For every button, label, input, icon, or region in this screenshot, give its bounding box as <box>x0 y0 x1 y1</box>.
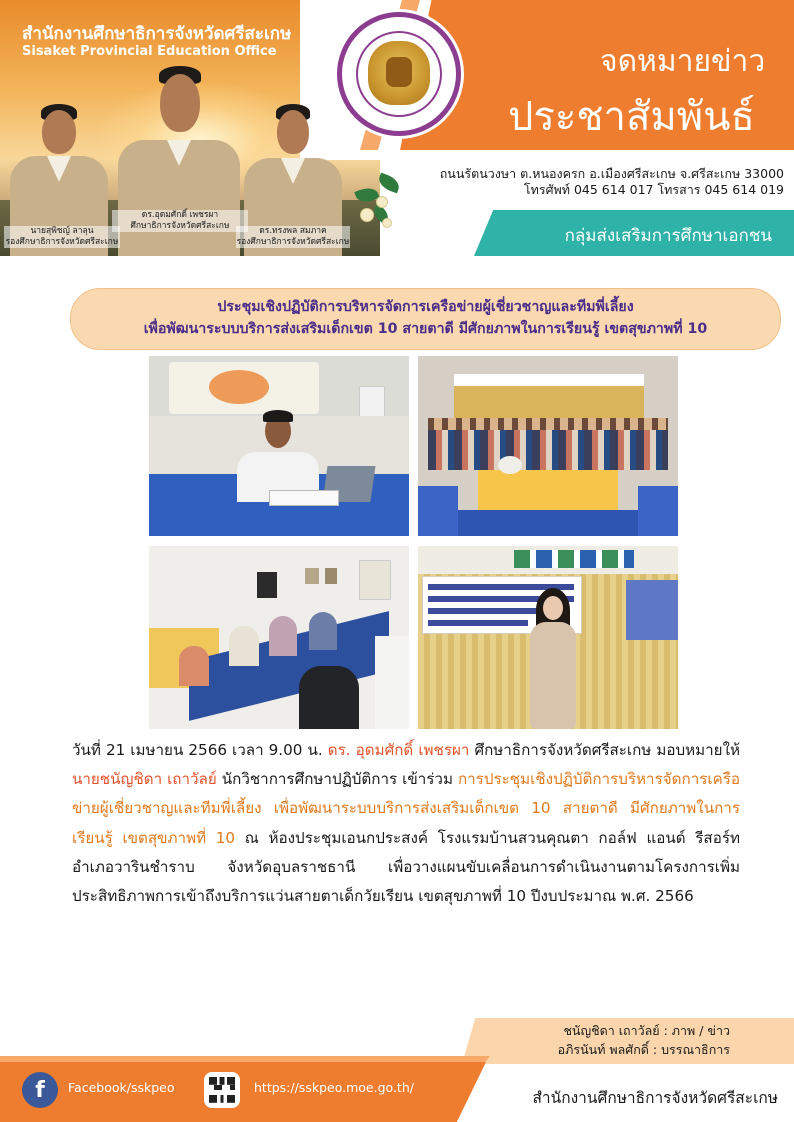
article-text: นักวิชาการศึกษาปฏิบัติการ เข้าร่วม <box>216 770 458 789</box>
article-staff-name: นายชนัญชิดา เถาวัลย์ <box>72 770 217 789</box>
credit-editor: อภิรนันท์ พลศักดิ์ : บรรณาธิการ <box>557 1042 730 1057</box>
newsletter-label: จดหมายข่าว <box>600 44 766 79</box>
caption-deputy-right <box>236 226 350 248</box>
person-title: ศึกษาธิการจังหวัดศรีสะเกษ <box>130 221 230 231</box>
credit-photo-news: ชนัญชิดา เถาวัลย์ : ภาพ / ข่าว <box>563 1023 730 1038</box>
article-date: วันที่ 21 เมษายน 2566 เวลา 9.00 น. <box>72 741 328 759</box>
footer-accent-stripe <box>0 1056 490 1062</box>
news-headline <box>70 288 781 350</box>
office-phone: โทรศัพท์ 045 614 017 โทรสาร 045 614 019 <box>523 182 784 197</box>
article-text: ณ ห้องประชุมเอนกประสงค์ โรงแรมบ้านสวนคุณตา กอล์ฟ แอนด์ รีสอร์ท อำเภอวารินชำราบ จังหวัดอุบลราชธานี เพื่อวางแผนขับเคลื่อนการดำเนินงานตามโครงการเพิ่มประสิทธิภาพการเข้าถึงบริการแว่นสายตาเด็กวัยเรียน เขตสุขภาพที่ 10 ปีงบประมาณ พ.ศ. 2566 <box>72 828 740 906</box>
group-name: กลุ่มส่งเสริมการศึกษาเอกชน <box>564 226 772 246</box>
article-text: ศึกษาธิการจังหวัดศรีสะเกษ มอบหมายให้ <box>469 741 740 759</box>
office-name-english: Sisaket Provincial Education Office <box>22 44 277 59</box>
headline-line-1: ประชุมเชิงปฏิบัติการบริหารจัดการเครือข่ายผู้เชี่ยวชาญและทีมพี่เลี้ยง <box>217 299 634 315</box>
photo-meeting-table <box>149 546 409 729</box>
newsletter-title: ประชาสัมพันธ์ <box>508 94 755 140</box>
office-address: ถนนรัตนวงษา ต.หนองครก อ.เมืองศรีสะเกษ จ.ศรีสะเกษ 33000 <box>439 166 784 181</box>
person-name: ดร.อุดมศักดิ์ เพชรผา <box>141 210 219 220</box>
ministry-seal-logo <box>337 12 461 136</box>
facebook-icon[interactable]: f <box>22 1072 58 1108</box>
qr-code-icon <box>204 1072 240 1108</box>
caption-director <box>112 210 248 232</box>
news-article-body <box>72 736 740 911</box>
photo-attendee-standing <box>418 546 678 729</box>
flower-decoration-icon <box>352 168 402 238</box>
header-banner <box>0 0 794 256</box>
article-event-name: การประชุมเชิงปฏิบัติการบริหารจัดการเครือข่ายผู้เชี่ยวชาญและทีมพี่เลี้ยง เพื่อพัฒนาระบบบริการส่งเสริมเด็กเขต 10 สายตาดี มีศักยภาพในการเรียนรู้ เขตสุขภาพที่ 10 <box>72 770 741 847</box>
footer-office-name: สำนักงานศึกษาธิการจังหวัดศรีสะเกษ <box>532 1089 778 1107</box>
photo-speaker-presentation <box>149 356 409 536</box>
article-director-name: ดร. อุดมศักดิ์ เพชรผา <box>327 741 470 759</box>
person-title: รองศึกษาธิการจังหวัดศรีสะเกษ <box>236 237 350 247</box>
person-title: รองศึกษาธิการจังหวัดศรีสะเกษ <box>5 237 119 247</box>
person-name: ดร.ทรงพล สมภาค <box>259 226 327 236</box>
photo-group-participants <box>418 356 678 536</box>
website-link[interactable]: https://sskpeo.moe.go.th/ <box>254 1080 414 1095</box>
office-name-thai: สำนักงานศึกษาธิการจังหวัดศรีสะเกษ <box>22 24 292 44</box>
caption-deputy-left <box>4 226 120 248</box>
seal-emblem-icon <box>368 41 430 105</box>
facebook-link[interactable]: Facebook/sskpeo <box>68 1080 175 1095</box>
person-name: นายสุพิชญ์ ลาลุน <box>30 226 94 236</box>
headline-line-2: เพื่อพัฒนาระบบบริการส่งเสริมเด็กเขต 10 สายตาดี มีศักยภาพในการเรียนรู้ เขตสุขภาพที่ 10 <box>143 321 708 337</box>
